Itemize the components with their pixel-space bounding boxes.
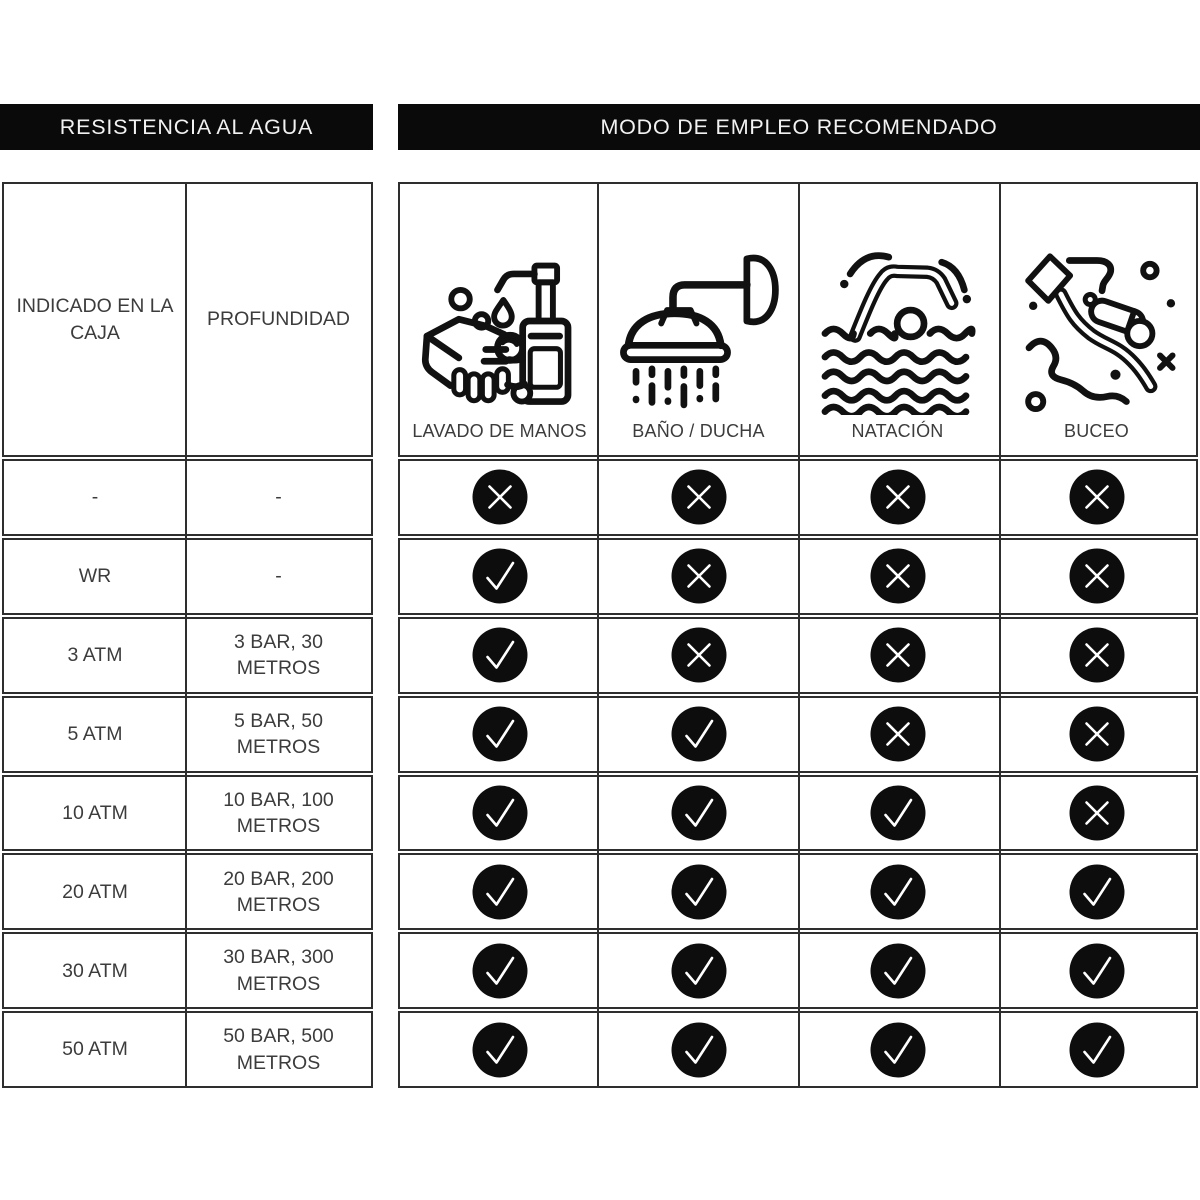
left-table-header-row	[2, 182, 373, 457]
usage-cell	[400, 619, 599, 692]
water-resistance-header-bar	[0, 104, 373, 150]
usage-cell	[599, 540, 798, 613]
profundidad-cell: 20 BAR, 200 METROS	[223, 867, 334, 916]
badge-circle	[870, 785, 925, 840]
handwash-icon	[420, 237, 580, 415]
profundidad-cell: 50 BAR, 500 METROS	[223, 1025, 334, 1074]
profundidad-cell: -	[275, 565, 282, 588]
badge-circle	[472, 707, 527, 762]
cross-badge-icon	[870, 627, 926, 683]
cross-badge-icon	[671, 469, 727, 525]
cross-badge-icon	[671, 548, 727, 604]
water-resistance-row	[2, 1011, 373, 1088]
profundidad-cell: 5 BAR, 50 METROS	[234, 709, 323, 759]
badge-circle	[472, 1022, 527, 1077]
badge-circle	[870, 943, 925, 998]
check-badge-icon	[671, 1022, 727, 1078]
usage-column-divider-2	[798, 182, 800, 1088]
cross-badge-icon	[870, 548, 926, 604]
water-resistance-row	[2, 538, 373, 615]
cross-badge-icon	[472, 469, 528, 525]
usage-cell	[599, 461, 798, 534]
check-badge-icon	[472, 943, 528, 999]
water-resistance-row	[2, 459, 373, 536]
check-badge-icon	[671, 943, 727, 999]
water-resistance-row	[2, 617, 373, 694]
activity-shower	[599, 184, 798, 455]
water-resistance-row	[2, 853, 373, 930]
badge-circle	[671, 943, 726, 998]
activity-swimming	[798, 184, 997, 455]
column-header-profundidad: PROFUNDIDAD	[206, 308, 350, 331]
activity-label: NATACIÓN	[851, 421, 944, 441]
caja-cell: 10 ATM	[62, 801, 128, 824]
badge-circle	[1069, 943, 1124, 998]
badge-circle	[472, 549, 527, 604]
water-resistance-row	[2, 775, 373, 852]
swimming-icon	[818, 237, 978, 415]
usage-cell	[599, 1013, 798, 1086]
water-resistance-title: RESISTENCIA AL AGUA	[59, 114, 314, 139]
badge-circle	[870, 1022, 925, 1077]
usage-cell	[798, 1013, 997, 1086]
badge-circle	[1069, 864, 1124, 919]
water-resistance-row	[2, 696, 373, 773]
caja-cell: 3 ATM	[67, 644, 123, 667]
activity-diving	[997, 184, 1196, 455]
badge-circle	[671, 707, 726, 762]
cross-badge-icon	[1069, 548, 1125, 604]
activity-label: LAVADO DE MANOS	[412, 421, 587, 441]
check-badge-icon	[472, 785, 528, 841]
badge-circle	[472, 628, 527, 683]
activity-label: BUCEO	[1063, 421, 1129, 441]
usage-cell	[599, 777, 798, 850]
badge-circle	[1069, 1022, 1124, 1077]
usage-cell	[798, 777, 997, 850]
badge-circle	[870, 864, 925, 919]
usage-cell	[997, 1013, 1196, 1086]
recommended-use-header-bar	[398, 104, 1200, 150]
check-badge-icon	[472, 548, 528, 604]
usage-column-divider-1	[597, 182, 599, 1088]
badge-circle	[472, 943, 527, 998]
usage-cell	[400, 934, 599, 1007]
cross-badge-icon	[1069, 706, 1125, 762]
recommended-use-table	[398, 182, 1198, 1088]
check-badge-icon	[671, 706, 727, 762]
check-badge-icon	[1069, 864, 1125, 920]
cross-badge-icon	[1069, 469, 1125, 525]
usage-cell	[997, 855, 1196, 928]
water-resistance-table	[2, 182, 373, 1088]
activity-label: BAÑO / DUCHA	[632, 421, 765, 441]
usage-cell	[798, 855, 997, 928]
profundidad-cell: -	[275, 486, 282, 509]
activity-handwash	[400, 184, 599, 455]
usage-cell	[997, 777, 1196, 850]
profundidad-cell: 3 BAR, 30 METROS	[234, 630, 323, 680]
usage-cell	[400, 855, 599, 928]
usage-cell	[997, 934, 1196, 1007]
caja-cell: -	[91, 486, 99, 509]
caja-cell: WR	[78, 565, 112, 588]
cross-badge-icon	[870, 706, 926, 762]
usage-cell	[599, 934, 798, 1007]
water-resistance-row	[2, 932, 373, 1009]
check-badge-icon	[870, 943, 926, 999]
check-badge-icon	[1069, 943, 1125, 999]
usage-cell	[997, 540, 1196, 613]
usage-cell	[997, 698, 1196, 771]
check-badge-icon	[1069, 1022, 1125, 1078]
cross-badge-icon	[1069, 627, 1125, 683]
usage-cell	[798, 540, 997, 613]
check-badge-icon	[671, 864, 727, 920]
usage-cell	[798, 934, 997, 1007]
recommended-use-title: MODO DE EMPLEO RECOMENDADO	[600, 114, 998, 139]
usage-cell	[997, 619, 1196, 692]
shower-icon	[619, 237, 779, 415]
caja-cell: 30 ATM	[62, 959, 128, 982]
profundidad-cell: 10 BAR, 100 METROS	[223, 788, 334, 837]
usage-column-divider-3	[999, 182, 1001, 1088]
badge-circle	[671, 864, 726, 919]
usage-cell	[798, 619, 997, 692]
usage-cell	[798, 461, 997, 534]
usage-cell	[400, 461, 599, 534]
check-badge-icon	[870, 864, 926, 920]
diving-icon	[1017, 237, 1177, 415]
check-badge-icon	[472, 864, 528, 920]
caja-cell: 20 ATM	[62, 880, 128, 903]
badge-circle	[671, 1022, 726, 1077]
usage-cell	[400, 698, 599, 771]
usage-cell	[400, 777, 599, 850]
badge-circle	[472, 785, 527, 840]
usage-cell	[798, 698, 997, 771]
check-badge-icon	[472, 706, 528, 762]
usage-cell	[599, 619, 798, 692]
cross-badge-icon	[671, 627, 727, 683]
badge-circle	[671, 785, 726, 840]
column-header-indicado-en-la-caja: INDICADO EN LA CAJA	[16, 295, 174, 344]
usage-cell	[599, 698, 798, 771]
profundidad-cell: 30 BAR, 300 METROS	[223, 946, 334, 995]
usage-cell	[400, 540, 599, 613]
badge-circle	[472, 864, 527, 919]
cross-badge-icon	[870, 469, 926, 525]
check-badge-icon	[671, 785, 727, 841]
cross-badge-icon	[1069, 785, 1125, 841]
caja-cell: 5 ATM	[67, 722, 123, 745]
check-badge-icon	[870, 785, 926, 841]
check-badge-icon	[472, 1022, 528, 1078]
usage-cell	[400, 1013, 599, 1086]
usage-cell	[997, 461, 1196, 534]
usage-cell	[599, 855, 798, 928]
check-badge-icon	[472, 627, 528, 683]
check-badge-icon	[870, 1022, 926, 1078]
left-table-column-divider	[185, 182, 187, 1088]
caja-cell: 50 ATM	[62, 1038, 128, 1061]
